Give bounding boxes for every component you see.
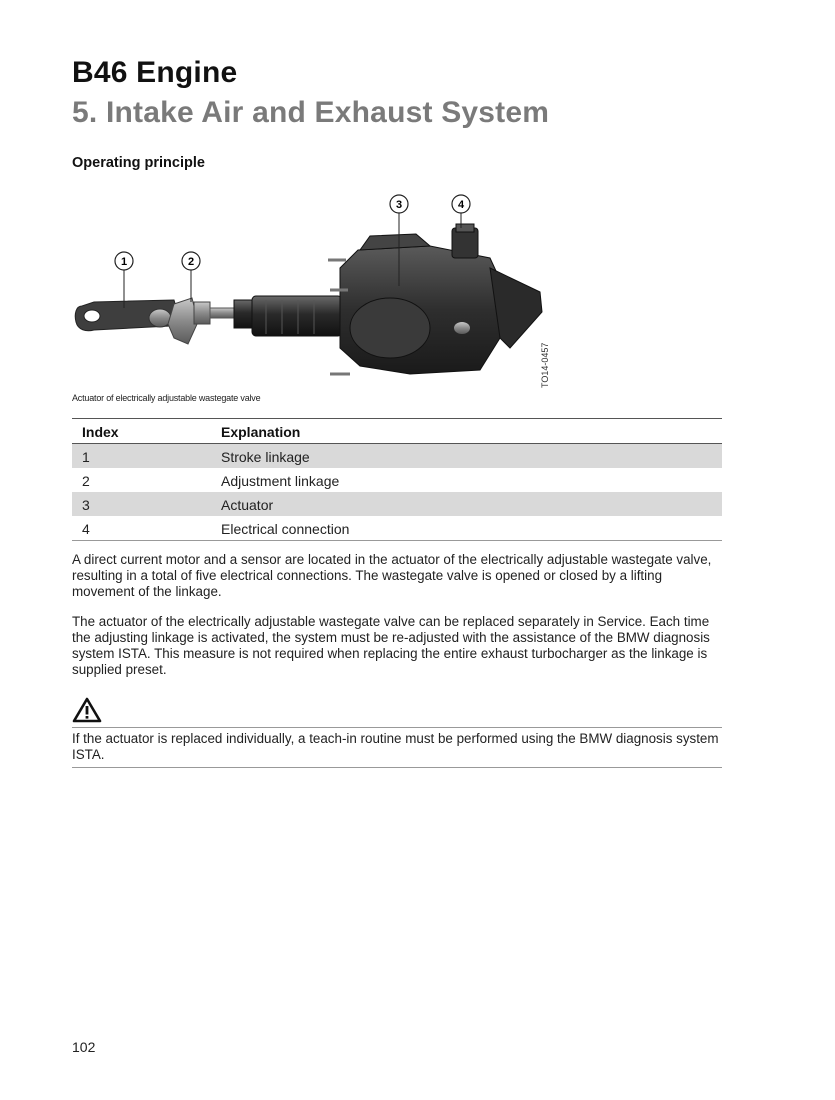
column-header-index: Index <box>72 419 211 444</box>
explanation-cell: Stroke linkage <box>211 444 722 469</box>
body-paragraph-2: The actuator of the electrically adjustable wastegate valve can be replaced separately in Service. Each time the adjusting linkage is activated, the system must be re-adjusted with the assistance of the BMW diagnosis system ISTA. This measure is not required when replacing the entire exhaust turbocharger as the linkage is supplied preset. <box>72 614 710 677</box>
svg-text:1: 1 <box>120 256 128 268</box>
table-header-row <box>72 419 722 444</box>
page-title: B46 Engine <box>72 56 238 89</box>
actuator-cylinder <box>234 296 342 336</box>
warning-triangle-icon <box>72 697 102 723</box>
explanation-cell: Electrical connection <box>211 516 722 541</box>
section-heading: Operating principle <box>72 155 205 171</box>
svg-text:2: 2 <box>187 256 195 268</box>
figure-caption: Actuator of electrically adjustable wastegate valve <box>72 393 261 403</box>
warning-text: If the actuator is replaced individually, a teach-in routine must be performed using the BMW diagnosis system ISTA. <box>72 731 719 762</box>
table-row <box>72 468 722 492</box>
callout-2 <box>182 252 200 302</box>
index-cell: 2 <box>82 472 90 489</box>
electrical-connector-part <box>452 224 478 258</box>
column-header-explanation: Explanation <box>211 419 722 444</box>
table-row <box>72 492 722 516</box>
svg-text:4: 4 <box>457 199 465 211</box>
figure-code: TO14-0457 <box>540 342 550 388</box>
page-number: 102 <box>72 1039 96 1055</box>
adjustment-linkage-part <box>168 298 236 344</box>
table-row <box>72 516 722 541</box>
actuator-figure <box>70 188 560 393</box>
index-cell: 3 <box>72 492 211 516</box>
body-paragraph-1: A direct current motor and a sensor are located in the actuator of the electrically adjustable wastegate valve, resulting in a total of five electrical connections. The wastegate valve is opened or closed by a lifting movement of the linkage. <box>72 552 712 599</box>
callout-4 <box>452 195 470 228</box>
index-cell: 1 <box>72 444 211 469</box>
warning-divider-bottom <box>72 767 722 768</box>
svg-text:3: 3 <box>395 199 403 211</box>
page-subtitle: 5. Intake Air and Exhaust System <box>72 96 550 129</box>
callout-1 <box>115 252 133 308</box>
table-row <box>72 444 722 469</box>
explanation-cell: Actuator <box>211 492 722 516</box>
warning-divider-top <box>72 727 722 728</box>
actuator-housing <box>328 234 542 374</box>
index-table <box>72 418 722 541</box>
explanation-cell: Adjustment linkage <box>221 472 340 489</box>
index-cell: 4 <box>72 516 211 541</box>
stroke-linkage-part <box>75 300 178 331</box>
